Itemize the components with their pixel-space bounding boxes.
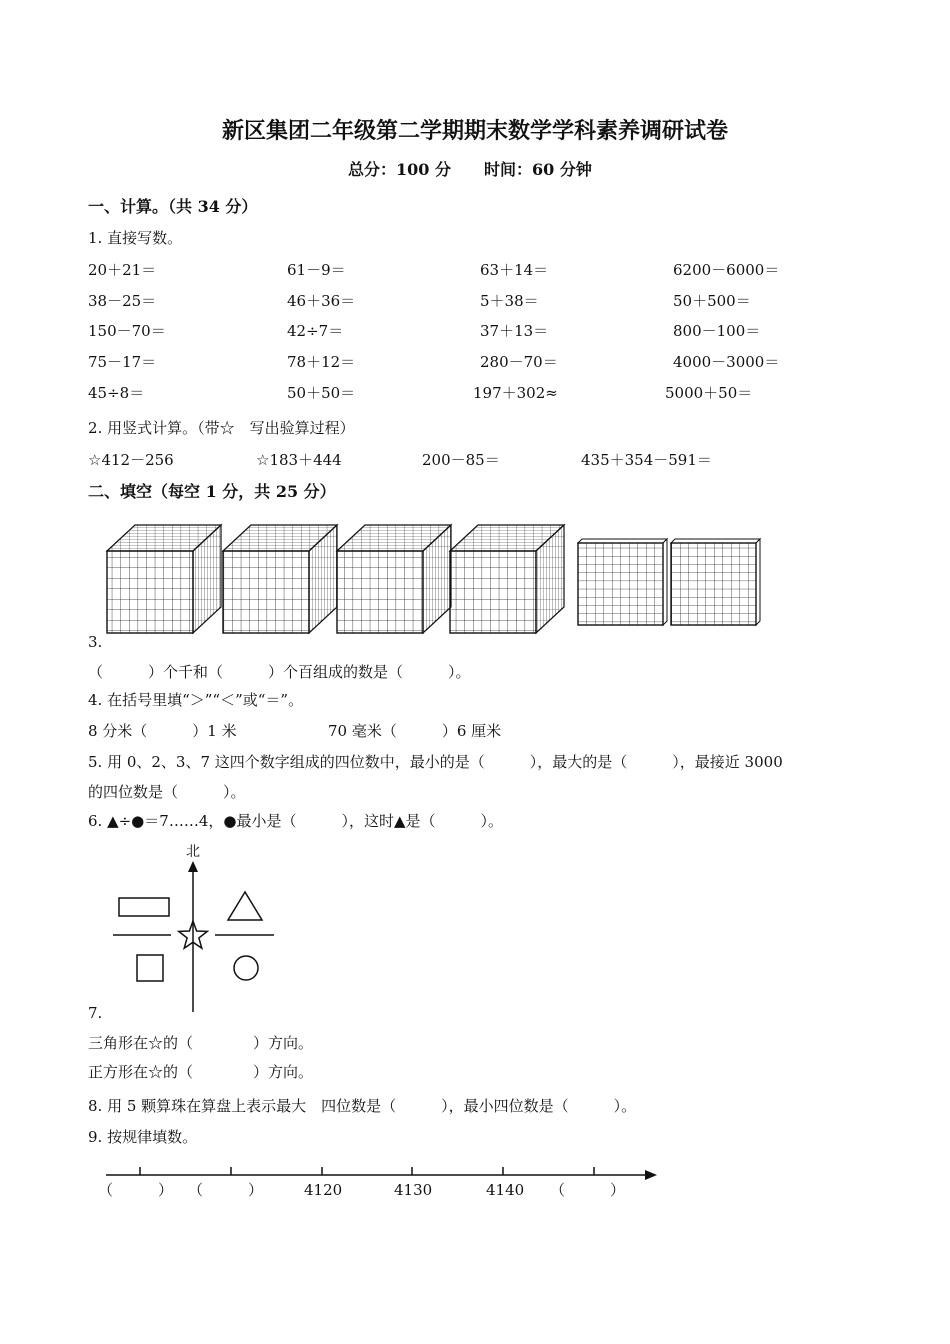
thousand-cube [107,525,221,633]
q4-item-1: 8 分米（ ）1 米 [88,722,237,740]
rectangle-shape [119,898,169,916]
arrow-icon [645,1170,657,1180]
q3-number: 3. [88,633,103,651]
q7-number: 7. [88,1004,103,1022]
q1-item: 45÷8＝ [88,384,145,402]
north-label: 北 [186,844,200,860]
place-value-blocks [0,515,950,645]
q1-item: 63＋14＝ [480,261,549,279]
number-line-blank-2: （ ） [188,1181,264,1199]
q1-item: 37＋13＝ [480,322,549,340]
number-line-blank-1: （ ） [98,1181,174,1199]
q1-item: 5＋38＝ [480,292,539,310]
number-line-label: 4140 [486,1181,525,1199]
q1-item: 197＋302≈ [473,384,558,402]
direction-diagram [110,858,280,1018]
q1-label: 1. 直接写数。 [88,229,183,247]
q2-item: 435＋354－591＝ [581,451,712,469]
section-2-heading: 二、填空（每空 1 分，共 25 分） [88,482,336,501]
q6-text: 6. ▲÷●＝7……4，●最小是（ ），这时▲是（ ）。 [88,812,503,830]
q4-label: 4. 在括号里填“＞”“＜”或“＝”。 [88,691,304,709]
hundred-flat [578,539,667,625]
triangle-shape [228,892,262,920]
q2-item: ☆412－256 [88,451,174,469]
hundred-flat [671,539,760,625]
q2-item: 200－85＝ [422,451,500,469]
q2-label: 2. 用竖式计算。（带☆ 写出验算过程） [88,419,355,437]
q1-item: 5000＋50＝ [665,384,753,402]
exam-title: 新区集团二年级第二学期期末数学学科素养调研试卷 [221,118,728,144]
q8-text: 8. 用 5 颗算珠在算盘上表示最大 四位数是（ ），最小四位数是（ ）。 [88,1097,637,1115]
q1-item: 38－25＝ [88,292,157,310]
number-line-label: 4120 [304,1181,343,1199]
section-1-heading: 一、计算。（共 34 分） [88,197,258,216]
q1-item: 61－9＝ [287,261,346,279]
q1-item: 42÷7＝ [287,322,344,340]
arrow-icon [188,861,198,872]
q5-line-1: 5. 用 0、2、3、7 这四个数字组成的四位数中，最小的是（ ），最大的是（ ），最接近 3000 [88,753,783,771]
q1-item: 50＋50＝ [287,384,356,402]
q1-item: 20＋21＝ [88,261,157,279]
thousand-cube [223,525,337,633]
q1-item: 800－100＝ [673,322,761,340]
q5-line-2: 的四位数是（ ）。 [88,783,246,801]
q1-item: 46＋36＝ [287,292,356,310]
q1-item: 280－70＝ [480,353,558,371]
number-line-label: 4130 [394,1181,433,1199]
thousand-cube [337,525,451,633]
q1-item: 4000－3000＝ [673,353,780,371]
q1-item: 75－17＝ [88,353,157,371]
q1-item: 150－70＝ [88,322,166,340]
q1-item: 50＋500＝ [673,292,751,310]
q7-line-1: 三角形在☆的（ ）方向。 [88,1034,314,1052]
q9-label: 9. 按规律填数。 [88,1128,198,1146]
square-shape [137,955,163,981]
exam-time: 时间：60 分钟 [484,160,592,179]
q7-line-2: 正方形在☆的（ ）方向。 [88,1063,314,1081]
q1-item: 78＋12＝ [287,353,356,371]
q1-item: 6200－6000＝ [673,261,780,279]
q2-item: ☆183＋444 [256,451,342,469]
q4-item-2: 70 毫米（ ）6 厘米 [328,722,502,740]
circle-shape [234,956,258,980]
total-score: 总分：100 分 [348,160,451,179]
number-line-blank-3: （ ） [550,1181,626,1199]
q3-text: （ ）个千和（ ）个百组成的数是（ ）。 [88,663,471,681]
thousand-cube [450,525,564,633]
